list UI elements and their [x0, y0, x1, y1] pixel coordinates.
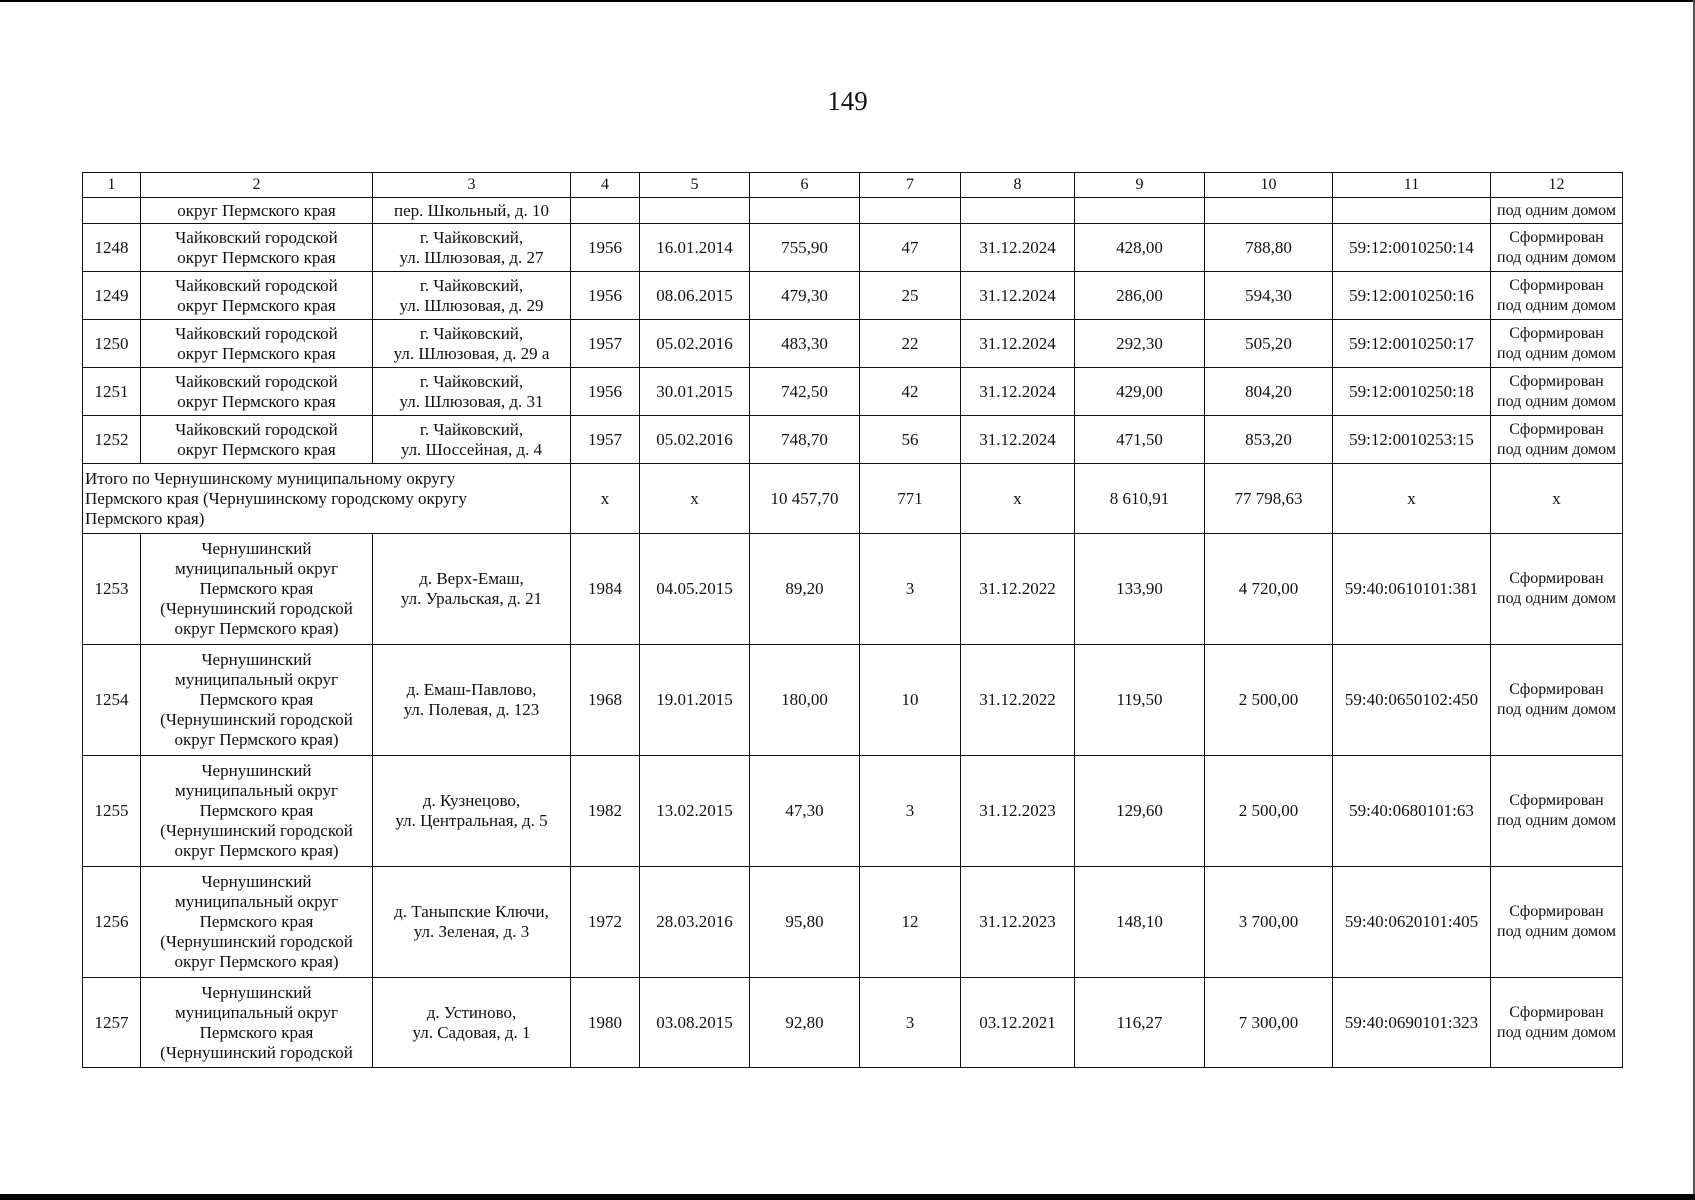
cadastre-cell: 59:12:0010250:18 — [1333, 368, 1491, 416]
scan-bottom-edge — [0, 1194, 1695, 1200]
cadastre-cell: 59:40:0610101:381 — [1333, 534, 1491, 645]
value-cell: 804,20 — [1205, 368, 1333, 416]
row-number: 1257 — [83, 978, 141, 1068]
address-cell: г. Чайковский, ул. Шлюзовая, д. 29 а — [373, 320, 571, 368]
municipality-cell: Чайковский городской округ Пермского края — [141, 224, 373, 272]
date-cell: 16.01.2014 — [640, 224, 750, 272]
scan-top-edge — [0, 0, 1695, 2]
total-cell: х — [1333, 464, 1491, 534]
year-cell: 1956 — [571, 224, 640, 272]
row-number: 1256 — [83, 867, 141, 978]
row-number: 1255 — [83, 756, 141, 867]
total-people: 771 — [860, 464, 961, 534]
value-cell: 471,50 — [1075, 416, 1205, 464]
row-number: 1250 — [83, 320, 141, 368]
municipality-cell: округ Пермского края — [141, 198, 373, 224]
cadastre-cell: 59:12:0010250:16 — [1333, 272, 1491, 320]
table-row — [83, 224, 1623, 272]
people-cell: 10 — [860, 645, 961, 756]
people-cell: 56 — [860, 416, 961, 464]
address-cell: д. Устиново, ул. Садовая, д. 1 — [373, 978, 571, 1068]
total-cell: х — [571, 464, 640, 534]
cadastre-cell: 59:12:0010250:14 — [1333, 224, 1491, 272]
header-cell: 10 — [1205, 173, 1333, 198]
header-cell: 5 — [640, 173, 750, 198]
people-cell: 22 — [860, 320, 961, 368]
date-cell: 08.06.2015 — [640, 272, 750, 320]
people-cell: 42 — [860, 368, 961, 416]
people-cell: 3 — [860, 534, 961, 645]
cadastre-cell: 59:40:0620101:405 — [1333, 867, 1491, 978]
deadline-cell: 31.12.2023 — [961, 867, 1075, 978]
value-cell: 3 700,00 — [1205, 867, 1333, 978]
value-cell: 129,60 — [1075, 756, 1205, 867]
area-cell: 95,80 — [750, 867, 860, 978]
municipality-cell: Чайковский городской округ Пермского края — [141, 416, 373, 464]
row-number: 1248 — [83, 224, 141, 272]
total-value: 77 798,63 — [1205, 464, 1333, 534]
address-cell: г. Чайковский, ул. Шлюзовая, д. 31 — [373, 368, 571, 416]
empty-cell — [961, 198, 1075, 224]
row-number: 1251 — [83, 368, 141, 416]
empty-cell — [1333, 198, 1491, 224]
area-cell: 755,90 — [750, 224, 860, 272]
value-cell: 853,20 — [1205, 416, 1333, 464]
total-cell: х — [1491, 464, 1623, 534]
value-cell: 2 500,00 — [1205, 645, 1333, 756]
row-number: 1249 — [83, 272, 141, 320]
year-cell: 1982 — [571, 756, 640, 867]
value-cell: 788,80 — [1205, 224, 1333, 272]
deadline-cell: 31.12.2024 — [961, 368, 1075, 416]
date-cell: 19.01.2015 — [640, 645, 750, 756]
area-cell: 742,50 — [750, 368, 860, 416]
total-cell: х — [640, 464, 750, 534]
column-number-header — [83, 173, 1623, 198]
municipality-cell: Чернушинский муниципальный округ Пермского края (Чернушинский городской округ Пермского края) — [141, 756, 373, 867]
table-row — [83, 756, 1623, 867]
deadline-cell: 31.12.2024 — [961, 272, 1075, 320]
area-cell: 483,30 — [750, 320, 860, 368]
area-cell: 92,80 — [750, 978, 860, 1068]
year-cell: 1956 — [571, 368, 640, 416]
cadastre-cell: 59:40:0680101:63 — [1333, 756, 1491, 867]
total-cell: х — [961, 464, 1075, 534]
empty-cell — [1075, 198, 1205, 224]
header-cell: 7 — [860, 173, 961, 198]
header-cell: 12 — [1491, 173, 1623, 198]
people-cell: 3 — [860, 978, 961, 1068]
people-cell: 25 — [860, 272, 961, 320]
table-row — [83, 272, 1623, 320]
people-cell: 12 — [860, 867, 961, 978]
page-number: 149 — [827, 86, 868, 116]
municipality-cell: Чернушинский муниципальный округ Пермского края (Чернушинский городской — [141, 978, 373, 1068]
cadastre-cell: 59:40:0690101:323 — [1333, 978, 1491, 1068]
date-cell: 05.02.2016 — [640, 416, 750, 464]
status-cell: Сформирован под одним домом — [1491, 978, 1623, 1068]
value-cell: 594,30 — [1205, 272, 1333, 320]
value-cell: 133,90 — [1075, 534, 1205, 645]
table-row — [83, 320, 1623, 368]
table-row — [83, 368, 1623, 416]
value-cell: 116,27 — [1075, 978, 1205, 1068]
municipality-cell: Чайковский городской округ Пермского края — [141, 320, 373, 368]
date-cell: 04.05.2015 — [640, 534, 750, 645]
table-row — [83, 645, 1623, 756]
empty-cell — [750, 198, 860, 224]
total-row — [83, 464, 1623, 534]
total-value: 8 610,91 — [1075, 464, 1205, 534]
address-cell: пер. Школьный, д. 10 — [373, 198, 571, 224]
total-label: Итого по Чернушинскому муниципальному округу Пермского края (Чернушинскому городскому округу Пермского края) — [83, 464, 571, 534]
status-cell: Сформирован под одним домом — [1491, 534, 1623, 645]
row-number: 1254 — [83, 645, 141, 756]
housing-register-table — [82, 172, 1623, 1068]
status-cell: Сформирован под одним домом — [1491, 867, 1623, 978]
cadastre-cell: 59:12:0010253:15 — [1333, 416, 1491, 464]
address-cell: д. Емаш-Павлово, ул. Полевая, д. 123 — [373, 645, 571, 756]
row-number: 1252 — [83, 416, 141, 464]
value-cell: 7 300,00 — [1205, 978, 1333, 1068]
header-cell: 9 — [1075, 173, 1205, 198]
municipality-cell: Чернушинский муниципальный округ Пермского края (Чернушинский городской округ Пермского края) — [141, 867, 373, 978]
address-cell: д. Таныпские Ключи, ул. Зеленая, д. 3 — [373, 867, 571, 978]
value-cell: 292,30 — [1075, 320, 1205, 368]
value-cell: 429,00 — [1075, 368, 1205, 416]
empty-cell — [640, 198, 750, 224]
status-cell: Сформирован под одним домом — [1491, 368, 1623, 416]
header-cell: 6 — [750, 173, 860, 198]
value-cell: 2 500,00 — [1205, 756, 1333, 867]
status-cell: Сформирован под одним домом — [1491, 320, 1623, 368]
address-cell: д. Верх-Емаш, ул. Уральская, д. 21 — [373, 534, 571, 645]
area-cell: 748,70 — [750, 416, 860, 464]
date-cell: 13.02.2015 — [640, 756, 750, 867]
date-cell: 30.01.2015 — [640, 368, 750, 416]
people-cell: 3 — [860, 756, 961, 867]
deadline-cell: 31.12.2023 — [961, 756, 1075, 867]
address-cell: д. Кузнецово, ул. Центральная, д. 5 — [373, 756, 571, 867]
deadline-cell: 31.12.2022 — [961, 534, 1075, 645]
area-cell: 180,00 — [750, 645, 860, 756]
area-cell: 89,20 — [750, 534, 860, 645]
deadline-cell: 31.12.2024 — [961, 224, 1075, 272]
deadline-cell: 31.12.2022 — [961, 645, 1075, 756]
area-cell: 47,30 — [750, 756, 860, 867]
value-cell: 148,10 — [1075, 867, 1205, 978]
deadline-cell: 03.12.2021 — [961, 978, 1075, 1068]
status-cell: Сформирован под одним домом — [1491, 756, 1623, 867]
year-cell: 1972 — [571, 867, 640, 978]
municipality-cell: Чернушинский муниципальный округ Пермского края (Чернушинский городской округ Пермского края) — [141, 645, 373, 756]
header-cell: 3 — [373, 173, 571, 198]
value-cell: 286,00 — [1075, 272, 1205, 320]
date-cell: 28.03.2016 — [640, 867, 750, 978]
deadline-cell: 31.12.2024 — [961, 320, 1075, 368]
address-cell: г. Чайковский, ул. Шлюзовая, д. 27 — [373, 224, 571, 272]
year-cell: 1957 — [571, 320, 640, 368]
value-cell: 4 720,00 — [1205, 534, 1333, 645]
table-row — [83, 978, 1623, 1068]
deadline-cell: 31.12.2024 — [961, 416, 1075, 464]
date-cell: 03.08.2015 — [640, 978, 750, 1068]
municipality-cell: Чайковский городской округ Пермского края — [141, 272, 373, 320]
status-cell: Сформирован под одним домом — [1491, 224, 1623, 272]
status-cell: Сформирован под одним домом — [1491, 272, 1623, 320]
status-cell: Сформирован под одним домом — [1491, 645, 1623, 756]
continuation-row — [83, 198, 1623, 224]
header-cell: 8 — [961, 173, 1075, 198]
year-cell: 1984 — [571, 534, 640, 645]
municipality-cell: Чернушинский муниципальный округ Пермского края (Чернушинский городской округ Пермского края) — [141, 534, 373, 645]
year-cell: 1968 — [571, 645, 640, 756]
address-cell: г. Чайковский, ул. Шлюзовая, д. 29 — [373, 272, 571, 320]
people-cell: 47 — [860, 224, 961, 272]
value-cell: 428,00 — [1075, 224, 1205, 272]
empty-cell — [1205, 198, 1333, 224]
header-cell: 11 — [1333, 173, 1491, 198]
empty-cell — [860, 198, 961, 224]
municipality-cell: Чайковский городской округ Пермского края — [141, 368, 373, 416]
cadastre-cell: 59:12:0010250:17 — [1333, 320, 1491, 368]
total-area: 10 457,70 — [750, 464, 860, 534]
area-cell: 479,30 — [750, 272, 860, 320]
table-row — [83, 867, 1623, 978]
empty-cell — [571, 198, 640, 224]
year-cell: 1980 — [571, 978, 640, 1068]
year-cell: 1957 — [571, 416, 640, 464]
status-cell: под одним домом — [1491, 198, 1623, 224]
header-cell: 4 — [571, 173, 640, 198]
header-cell: 2 — [141, 173, 373, 198]
date-cell: 05.02.2016 — [640, 320, 750, 368]
table-row — [83, 534, 1623, 645]
cadastre-cell: 59:40:0650102:450 — [1333, 645, 1491, 756]
value-cell: 505,20 — [1205, 320, 1333, 368]
address-cell: г. Чайковский, ул. Шоссейная, д. 4 — [373, 416, 571, 464]
header-cell: 1 — [83, 173, 141, 198]
empty-cell — [83, 198, 141, 224]
table-row — [83, 416, 1623, 464]
status-cell: Сформирован под одним домом — [1491, 416, 1623, 464]
row-number: 1253 — [83, 534, 141, 645]
value-cell: 119,50 — [1075, 645, 1205, 756]
year-cell: 1956 — [571, 272, 640, 320]
